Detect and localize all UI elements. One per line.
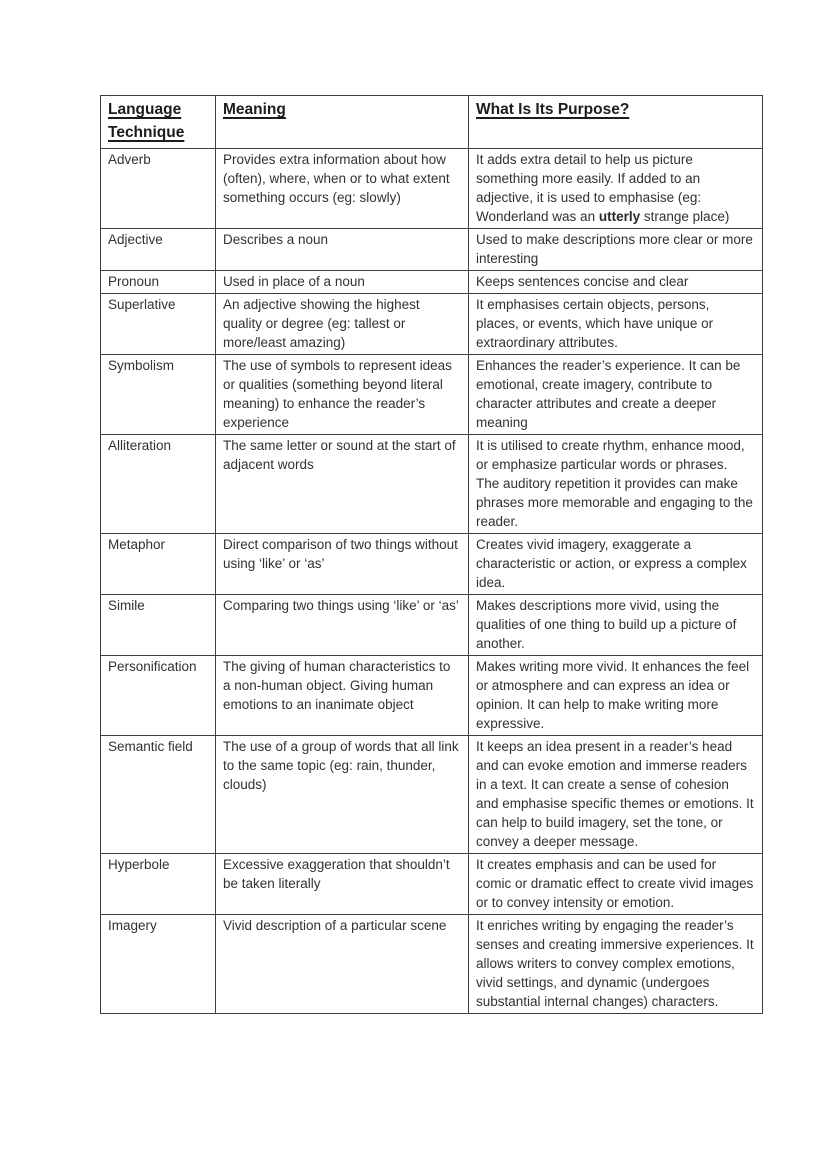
table-row-alliteration — [101, 435, 763, 534]
header-purpose — [469, 96, 763, 149]
technique-cell: Pronoun — [101, 271, 216, 294]
purpose-cell: Keeps sentences concise and clear — [469, 271, 763, 294]
meaning-cell: Provides extra information about how (often), where, when or to what extent something occurs (eg: slowly) — [216, 149, 469, 229]
table-row-adjective — [101, 229, 763, 271]
purpose-cell — [469, 149, 763, 229]
table-row-imagery — [101, 915, 763, 1014]
table-row-hyperbole — [101, 854, 763, 915]
meaning-cell: The use of a group of words that all link to the same topic (eg: rain, thunder, clouds) — [216, 736, 469, 854]
table-row-metaphor — [101, 534, 763, 595]
meaning-cell: Describes a noun — [216, 229, 469, 271]
technique-cell: Simile — [101, 595, 216, 656]
purpose-cell: It keeps an idea present in a reader’s head and can evoke emotion and immerse readers in a text. It can create a sense of cohesion and emphasise specific themes or emotions. It can help to build imagery, set the tone, or convey a deeper message. — [469, 736, 763, 854]
header-language-technique — [101, 96, 216, 149]
technique-cell: Semantic field — [101, 736, 216, 854]
technique-cell: Alliteration — [101, 435, 216, 534]
header-label: Meaning — [223, 101, 286, 118]
technique-cell: Symbolism — [101, 355, 216, 435]
table-row-semantic-field — [101, 736, 763, 854]
technique-cell: Superlative — [101, 294, 216, 355]
meaning-cell: The same letter or sound at the start of adjacent words — [216, 435, 469, 534]
technique-cell: Metaphor — [101, 534, 216, 595]
purpose-cell: It enriches writing by engaging the reader’s senses and creating immersive experiences. It allows writers to convey complex emotions, vivid settings, and dynamic (undergoes substantial internal changes) characters. — [469, 915, 763, 1014]
language-techniques-table — [100, 95, 763, 1014]
table-row-adverb — [101, 149, 763, 229]
table-row-simile — [101, 595, 763, 656]
technique-cell: Adjective — [101, 229, 216, 271]
meaning-cell: Direct comparison of two things without using ‘like’ or ‘as’ — [216, 534, 469, 595]
purpose-cell: It emphasises certain objects, persons, places, or events, which have unique or extraordinary attributes. — [469, 294, 763, 355]
meaning-cell: Vivid description of a particular scene — [216, 915, 469, 1014]
purpose-cell: Creates vivid imagery, exaggerate a characteristic or action, or express a complex idea. — [469, 534, 763, 595]
purpose-text: It adds extra detail to help us picture something more easily. If added to an adjective, it is used to emphasise (eg: Wonderland was an — [476, 152, 702, 224]
table-row-superlative — [101, 294, 763, 355]
header-label: What Is Its Purpose? — [476, 101, 630, 118]
meaning-cell: An adjective showing the highest quality or degree (eg: tallest or more/least amazing) — [216, 294, 469, 355]
meaning-cell: Used in place of a noun — [216, 271, 469, 294]
purpose-text: strange place) — [640, 209, 730, 224]
technique-cell: Adverb — [101, 149, 216, 229]
header-label: Language Technique — [108, 101, 185, 141]
purpose-cell: Enhances the reader’s experience. It can be emotional, create imagery, contribute to character attributes and create a deeper meaning — [469, 355, 763, 435]
purpose-cell: Used to make descriptions more clear or more interesting — [469, 229, 763, 271]
meaning-cell: Excessive exaggeration that shouldn’t be taken literally — [216, 854, 469, 915]
purpose-cell: Makes descriptions more vivid, using the qualities of one thing to build up a picture of another. — [469, 595, 763, 656]
purpose-cell: It creates emphasis and can be used for comic or dramatic effect to create vivid images or to convey intensity or emotion. — [469, 854, 763, 915]
meaning-cell: Comparing two things using ‘like’ or ‘as’ — [216, 595, 469, 656]
meaning-cell: The giving of human characteristics to a non-human object. Giving human emotions to an inanimate object — [216, 656, 469, 736]
table-row-symbolism — [101, 355, 763, 435]
table-row-personification — [101, 656, 763, 736]
table-row-pronoun — [101, 271, 763, 294]
technique-cell: Personification — [101, 656, 216, 736]
technique-cell: Hyperbole — [101, 854, 216, 915]
purpose-cell: It is utilised to create rhythm, enhance mood, or emphasize particular words or phrases. The auditory repetition it provides can make phrases more memorable and engaging to the reader. — [469, 435, 763, 534]
technique-cell: Imagery — [101, 915, 216, 1014]
meaning-cell: The use of symbols to represent ideas or qualities (something beyond literal meaning) to enhance the reader’s experience — [216, 355, 469, 435]
purpose-bold-text: utterly — [598, 209, 641, 224]
table-header-row — [101, 96, 763, 149]
purpose-cell: Makes writing more vivid. It enhances the feel or atmosphere and can express an idea or opinion. It can help to make writing more expressive. — [469, 656, 763, 736]
header-meaning — [216, 96, 469, 149]
